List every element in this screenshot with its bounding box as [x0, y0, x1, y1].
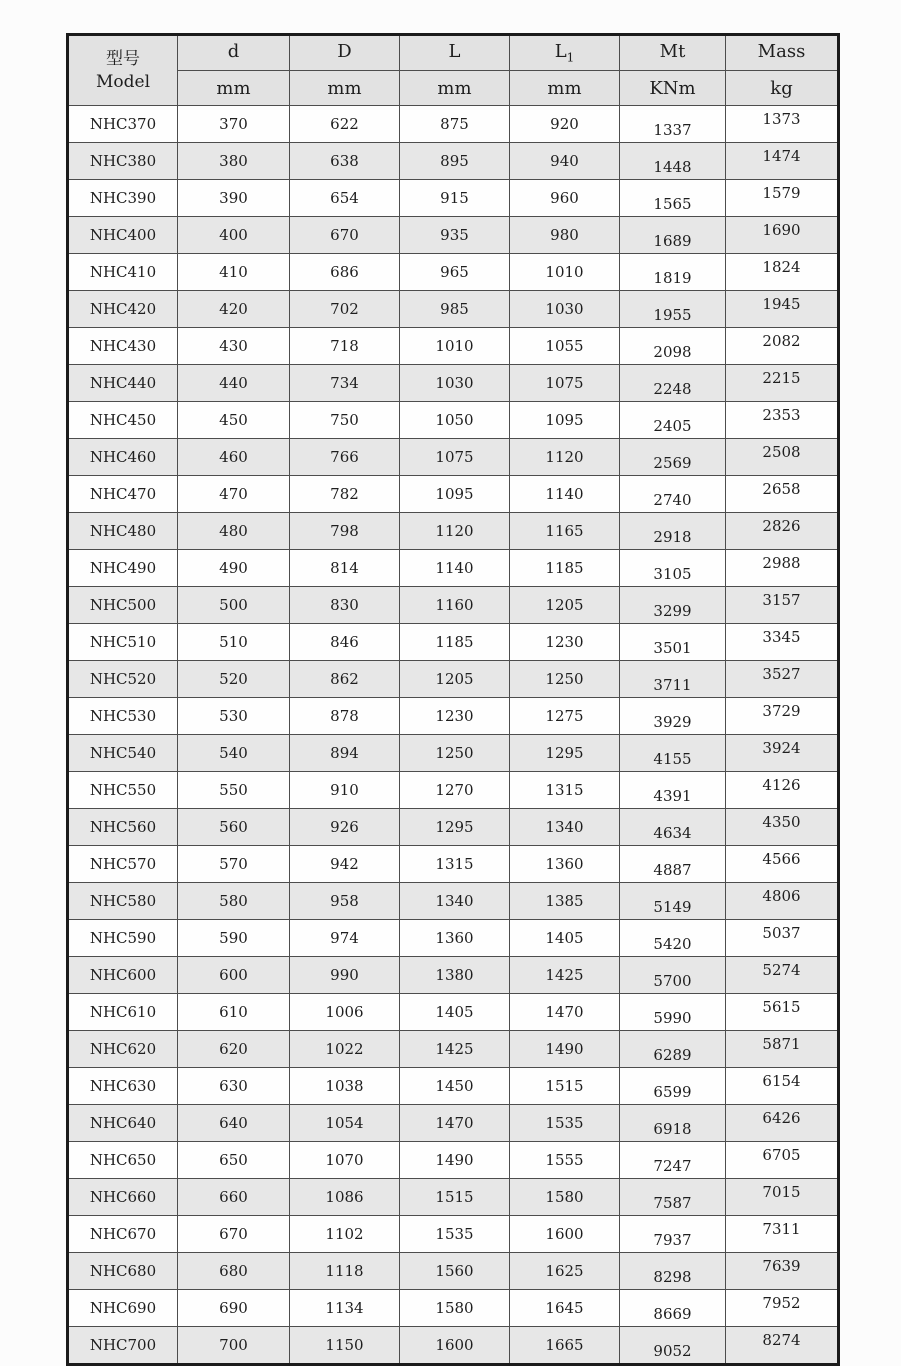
cell-model: NHC630 [68, 1068, 178, 1105]
cell-Mass: 8274 [726, 1327, 839, 1365]
cell-Mt: 3105 [620, 550, 726, 587]
cell-L1: 960 [510, 180, 620, 217]
table-row [68, 957, 839, 994]
cell-d: 490 [178, 550, 290, 587]
table-row [68, 772, 839, 809]
cell-model: NHC590 [68, 920, 178, 957]
cell-Mass: 3729 [726, 698, 839, 735]
cell-D: 766 [290, 439, 400, 476]
cell-model: NHC610 [68, 994, 178, 1031]
cell-model: NHC690 [68, 1290, 178, 1327]
header-row-symbols [68, 35, 839, 71]
cell-Mass: 1373 [726, 106, 839, 143]
cell-L1: 1490 [510, 1031, 620, 1068]
cell-L1: 1030 [510, 291, 620, 328]
cell-D: 718 [290, 328, 400, 365]
cell-d: 400 [178, 217, 290, 254]
table-row [68, 402, 839, 439]
cell-L: 1120 [400, 513, 510, 550]
cell-D: 926 [290, 809, 400, 846]
cell-L: 1160 [400, 587, 510, 624]
cell-L: 1205 [400, 661, 510, 698]
cell-model: NHC430 [68, 328, 178, 365]
cell-L1: 1580 [510, 1179, 620, 1216]
cell-D: 782 [290, 476, 400, 513]
cell-model: NHC680 [68, 1253, 178, 1290]
cell-Mt: 3711 [620, 661, 726, 698]
cell-L1: 1470 [510, 994, 620, 1031]
cell-d: 420 [178, 291, 290, 328]
cell-d: 590 [178, 920, 290, 957]
table-row [68, 550, 839, 587]
cell-Mass: 2215 [726, 365, 839, 402]
cell-L1: 1385 [510, 883, 620, 920]
cell-L1: 1515 [510, 1068, 620, 1105]
cell-L: 1010 [400, 328, 510, 365]
cell-D: 1102 [290, 1216, 400, 1253]
cell-L1: 1555 [510, 1142, 620, 1179]
header-unit-d: mm [178, 71, 290, 106]
table-row [68, 1068, 839, 1105]
cell-L: 895 [400, 143, 510, 180]
cell-L1: 1295 [510, 735, 620, 772]
cell-Mt: 2918 [620, 513, 726, 550]
cell-model: NHC580 [68, 883, 178, 920]
cell-Mass: 5274 [726, 957, 839, 994]
header-col-Mt: Mt [620, 35, 726, 71]
cell-D: 910 [290, 772, 400, 809]
cell-model: NHC510 [68, 624, 178, 661]
cell-L: 1270 [400, 772, 510, 809]
cell-L1: 940 [510, 143, 620, 180]
table-row [68, 661, 839, 698]
cell-model: NHC650 [68, 1142, 178, 1179]
table-row [68, 291, 839, 328]
cell-model: NHC460 [68, 439, 178, 476]
cell-Mt: 4391 [620, 772, 726, 809]
table-row [68, 1031, 839, 1068]
cell-L1: 1625 [510, 1253, 620, 1290]
cell-L: 1515 [400, 1179, 510, 1216]
cell-L1: 1665 [510, 1327, 620, 1365]
cell-Mt: 1337 [620, 106, 726, 143]
table-row [68, 809, 839, 846]
header-unit-Mt: KNm [620, 71, 726, 106]
table-row [68, 920, 839, 957]
cell-L1: 1120 [510, 439, 620, 476]
table-row [68, 1179, 839, 1216]
table-row [68, 624, 839, 661]
cell-L1: 1055 [510, 328, 620, 365]
cell-L: 1535 [400, 1216, 510, 1253]
cell-Mt: 1955 [620, 291, 726, 328]
table-row [68, 1216, 839, 1253]
cell-Mt: 1448 [620, 143, 726, 180]
table-row [68, 180, 839, 217]
header-model-zh: 型号 [106, 49, 140, 70]
cell-L: 1405 [400, 994, 510, 1031]
cell-d: 550 [178, 772, 290, 809]
cell-L1: 1230 [510, 624, 620, 661]
table-row [68, 513, 839, 550]
cell-D: 702 [290, 291, 400, 328]
cell-d: 510 [178, 624, 290, 661]
cell-L: 1295 [400, 809, 510, 846]
cell-d: 430 [178, 328, 290, 365]
cell-D: 638 [290, 143, 400, 180]
cell-Mass: 2353 [726, 402, 839, 439]
cell-Mass: 1824 [726, 254, 839, 291]
cell-model: NHC400 [68, 217, 178, 254]
cell-model: NHC640 [68, 1105, 178, 1142]
cell-D: 990 [290, 957, 400, 994]
cell-D: 734 [290, 365, 400, 402]
cell-L: 1490 [400, 1142, 510, 1179]
header-row-units [68, 71, 839, 106]
cell-Mt: 8669 [620, 1290, 726, 1327]
table-row [68, 1290, 839, 1327]
header-unit-Mass: kg [726, 71, 839, 106]
table-row [68, 735, 839, 772]
cell-Mass: 2082 [726, 328, 839, 365]
cell-L: 1075 [400, 439, 510, 476]
cell-D: 1118 [290, 1253, 400, 1290]
cell-d: 410 [178, 254, 290, 291]
cell-L: 1380 [400, 957, 510, 994]
table-row [68, 846, 839, 883]
cell-L: 1250 [400, 735, 510, 772]
cell-Mt: 7247 [620, 1142, 726, 1179]
cell-L1: 1340 [510, 809, 620, 846]
cell-Mt: 5420 [620, 920, 726, 957]
cell-L: 965 [400, 254, 510, 291]
cell-L: 1560 [400, 1253, 510, 1290]
cell-Mass: 2826 [726, 513, 839, 550]
cell-Mt: 3501 [620, 624, 726, 661]
cell-D: 1070 [290, 1142, 400, 1179]
cell-Mass: 6426 [726, 1105, 839, 1142]
cell-d: 470 [178, 476, 290, 513]
cell-model: NHC600 [68, 957, 178, 994]
cell-D: 1086 [290, 1179, 400, 1216]
cell-model: NHC380 [68, 143, 178, 180]
cell-model: NHC490 [68, 550, 178, 587]
header-col-d: d [178, 35, 290, 71]
cell-L: 985 [400, 291, 510, 328]
cell-d: 620 [178, 1031, 290, 1068]
cell-Mass: 2658 [726, 476, 839, 513]
cell-D: 686 [290, 254, 400, 291]
cell-Mt: 1819 [620, 254, 726, 291]
cell-L1: 1165 [510, 513, 620, 550]
table-row [68, 1327, 839, 1365]
header-unit-L1: mm [510, 71, 620, 106]
cell-d: 610 [178, 994, 290, 1031]
cell-d: 670 [178, 1216, 290, 1253]
cell-Mt: 3299 [620, 587, 726, 624]
table-row [68, 217, 839, 254]
header-unit-L: mm [400, 71, 510, 106]
cell-d: 500 [178, 587, 290, 624]
cell-model: NHC440 [68, 365, 178, 402]
cell-D: 846 [290, 624, 400, 661]
table-row [68, 698, 839, 735]
cell-Mass: 7639 [726, 1253, 839, 1290]
cell-model: NHC700 [68, 1327, 178, 1365]
cell-d: 650 [178, 1142, 290, 1179]
table-row [68, 143, 839, 180]
cell-L1: 1425 [510, 957, 620, 994]
cell-D: 798 [290, 513, 400, 550]
cell-Mass: 5871 [726, 1031, 839, 1068]
cell-model: NHC480 [68, 513, 178, 550]
header-model-en: Model [95, 71, 151, 92]
cell-Mass: 4350 [726, 809, 839, 846]
cell-Mass: 5037 [726, 920, 839, 957]
cell-Mass: 1474 [726, 143, 839, 180]
cell-L: 1425 [400, 1031, 510, 1068]
cell-d: 680 [178, 1253, 290, 1290]
cell-Mt: 6599 [620, 1068, 726, 1105]
cell-Mass: 3924 [726, 735, 839, 772]
header-col-L1: $L_1$ [510, 35, 620, 71]
cell-L1: 1185 [510, 550, 620, 587]
cell-L1: 1075 [510, 365, 620, 402]
cell-D: 654 [290, 180, 400, 217]
cell-L: 1450 [400, 1068, 510, 1105]
cell-L: 1185 [400, 624, 510, 661]
cell-Mass: 3157 [726, 587, 839, 624]
cell-L1: 1405 [510, 920, 620, 957]
cell-model: NHC410 [68, 254, 178, 291]
cell-d: 580 [178, 883, 290, 920]
cell-L: 1600 [400, 1327, 510, 1365]
cell-model: NHC420 [68, 291, 178, 328]
cell-D: 1134 [290, 1290, 400, 1327]
cell-L1: 1250 [510, 661, 620, 698]
table-row [68, 476, 839, 513]
cell-model: NHC530 [68, 698, 178, 735]
cell-model: NHC560 [68, 809, 178, 846]
cell-L: 1050 [400, 402, 510, 439]
cell-Mt: 5700 [620, 957, 726, 994]
cell-d: 570 [178, 846, 290, 883]
cell-L: 1095 [400, 476, 510, 513]
cell-L: 875 [400, 106, 510, 143]
cell-Mt: 6918 [620, 1105, 726, 1142]
cell-model: NHC570 [68, 846, 178, 883]
cell-d: 690 [178, 1290, 290, 1327]
cell-d: 460 [178, 439, 290, 476]
cell-L: 1230 [400, 698, 510, 735]
cell-model: NHC450 [68, 402, 178, 439]
cell-Mass: 2508 [726, 439, 839, 476]
cell-L: 935 [400, 217, 510, 254]
table-row [68, 106, 839, 143]
cell-Mass: 4126 [726, 772, 839, 809]
table-header [68, 35, 839, 106]
cell-L1: 1645 [510, 1290, 620, 1327]
cell-d: 480 [178, 513, 290, 550]
cell-Mt: 3929 [620, 698, 726, 735]
cell-Mass: 7952 [726, 1290, 839, 1327]
cell-d: 530 [178, 698, 290, 735]
cell-D: 942 [290, 846, 400, 883]
cell-model: NHC550 [68, 772, 178, 809]
cell-d: 600 [178, 957, 290, 994]
cell-L: 1580 [400, 1290, 510, 1327]
cell-L1: 980 [510, 217, 620, 254]
cell-model: NHC500 [68, 587, 178, 624]
cell-D: 862 [290, 661, 400, 698]
cell-Mt: 1689 [620, 217, 726, 254]
cell-Mt: 4155 [620, 735, 726, 772]
cell-Mt: 2098 [620, 328, 726, 365]
cell-D: 622 [290, 106, 400, 143]
cell-D: 1150 [290, 1327, 400, 1365]
table-row [68, 587, 839, 624]
cell-D: 750 [290, 402, 400, 439]
cell-D: 670 [290, 217, 400, 254]
cell-Mt: 2248 [620, 365, 726, 402]
cell-L: 1340 [400, 883, 510, 920]
cell-Mass: 6705 [726, 1142, 839, 1179]
cell-D: 1038 [290, 1068, 400, 1105]
cell-D: 814 [290, 550, 400, 587]
cell-model: NHC470 [68, 476, 178, 513]
cell-Mt: 2740 [620, 476, 726, 513]
cell-d: 640 [178, 1105, 290, 1142]
cell-D: 894 [290, 735, 400, 772]
cell-Mt: 5149 [620, 883, 726, 920]
table-row [68, 1253, 839, 1290]
cell-Mass: 7015 [726, 1179, 839, 1216]
cell-Mass: 1579 [726, 180, 839, 217]
cell-L1: 1600 [510, 1216, 620, 1253]
cell-Mt: 2405 [620, 402, 726, 439]
cell-Mass: 6154 [726, 1068, 839, 1105]
cell-Mt: 9052 [620, 1327, 726, 1365]
cell-d: 630 [178, 1068, 290, 1105]
cell-model: NHC390 [68, 180, 178, 217]
cell-d: 440 [178, 365, 290, 402]
header-model [68, 35, 178, 106]
cell-Mass: 5615 [726, 994, 839, 1031]
table-row [68, 994, 839, 1031]
cell-L1: 1205 [510, 587, 620, 624]
cell-L: 1315 [400, 846, 510, 883]
cell-Mt: 8298 [620, 1253, 726, 1290]
cell-model: NHC660 [68, 1179, 178, 1216]
cell-d: 380 [178, 143, 290, 180]
cell-Mt: 7587 [620, 1179, 726, 1216]
cell-L1: 1535 [510, 1105, 620, 1142]
table-row [68, 254, 839, 291]
cell-d: 520 [178, 661, 290, 698]
header-col-L: L [400, 35, 510, 71]
table-row [68, 1105, 839, 1142]
table-row [68, 439, 839, 476]
cell-L1: 920 [510, 106, 620, 143]
cell-Mass: 4806 [726, 883, 839, 920]
cell-d: 450 [178, 402, 290, 439]
cell-d: 660 [178, 1179, 290, 1216]
cell-model: NHC540 [68, 735, 178, 772]
header-col-D: D [290, 35, 400, 71]
cell-D: 830 [290, 587, 400, 624]
table-row [68, 1142, 839, 1179]
cell-d: 370 [178, 106, 290, 143]
cell-Mass: 1690 [726, 217, 839, 254]
cell-model: NHC670 [68, 1216, 178, 1253]
cell-Mass: 2988 [726, 550, 839, 587]
cell-Mass: 3527 [726, 661, 839, 698]
table-body [68, 106, 839, 1365]
cell-Mt: 1565 [620, 180, 726, 217]
cell-L: 1470 [400, 1105, 510, 1142]
header-col-Mass: Mass [726, 35, 839, 71]
table-row [68, 328, 839, 365]
cell-Mt: 6289 [620, 1031, 726, 1068]
cell-D: 878 [290, 698, 400, 735]
cell-d: 390 [178, 180, 290, 217]
cell-Mt: 4634 [620, 809, 726, 846]
table-row [68, 883, 839, 920]
cell-L: 1140 [400, 550, 510, 587]
cell-Mt: 4887 [620, 846, 726, 883]
cell-Mt: 2569 [620, 439, 726, 476]
cell-Mt: 5990 [620, 994, 726, 1031]
cell-L1: 1360 [510, 846, 620, 883]
cell-model: NHC620 [68, 1031, 178, 1068]
spec-table [66, 33, 840, 1366]
cell-L1: 1275 [510, 698, 620, 735]
cell-d: 700 [178, 1327, 290, 1365]
cell-Mass: 7311 [726, 1216, 839, 1253]
table-row [68, 365, 839, 402]
cell-D: 974 [290, 920, 400, 957]
cell-D: 1054 [290, 1105, 400, 1142]
cell-L1: 1315 [510, 772, 620, 809]
header-unit-D: mm [290, 71, 400, 106]
cell-L1: 1095 [510, 402, 620, 439]
cell-model: NHC370 [68, 106, 178, 143]
cell-L: 1030 [400, 365, 510, 402]
cell-D: 958 [290, 883, 400, 920]
cell-L: 915 [400, 180, 510, 217]
cell-Mass: 3345 [726, 624, 839, 661]
cell-D: 1022 [290, 1031, 400, 1068]
cell-Mt: 7937 [620, 1216, 726, 1253]
cell-model: NHC520 [68, 661, 178, 698]
cell-D: 1006 [290, 994, 400, 1031]
cell-L1: 1010 [510, 254, 620, 291]
cell-d: 540 [178, 735, 290, 772]
cell-Mass: 1945 [726, 291, 839, 328]
cell-Mass: 4566 [726, 846, 839, 883]
cell-d: 560 [178, 809, 290, 846]
cell-L1: 1140 [510, 476, 620, 513]
cell-L: 1360 [400, 920, 510, 957]
